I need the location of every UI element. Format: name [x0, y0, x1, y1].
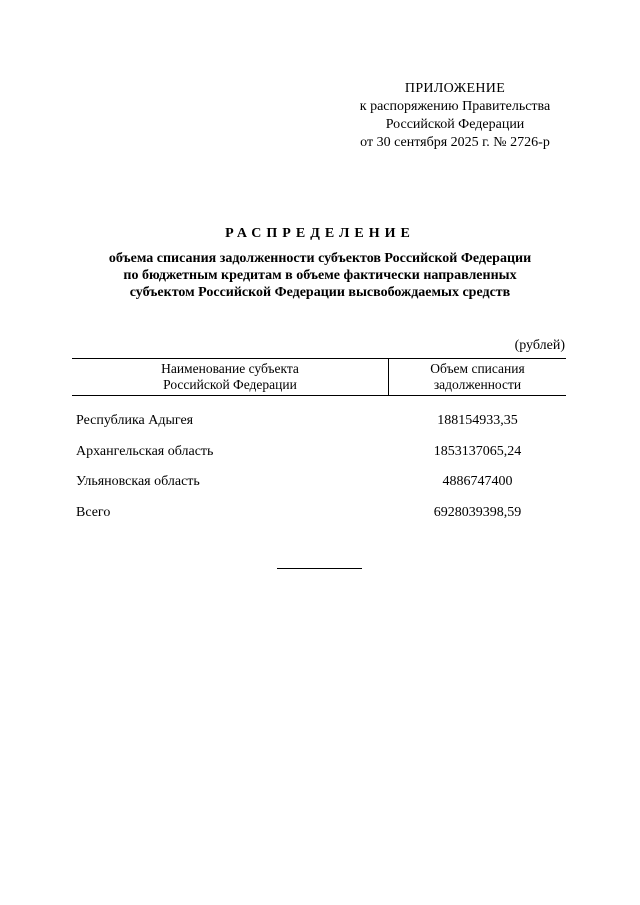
column-header-line: Объем списания	[430, 361, 525, 376]
document-subtitle	[60, 250, 580, 301]
document-title: РАСПРЕДЕЛЕНИЕ	[225, 226, 415, 241]
annex-date-line: от 30 сентября 2025 г. № 2726-р	[360, 135, 550, 150]
table-row	[72, 413, 566, 444]
table-body	[72, 413, 566, 535]
annex-line: Российской Федерации	[385, 117, 525, 132]
subtitle-line: объема списания задолженности субъектов Российской Федерации	[108, 251, 532, 266]
column-header-line: задолженности	[433, 377, 522, 392]
row-amount: 4886747400	[442, 474, 513, 489]
row-subject-name: Архангельская область	[76, 443, 214, 459]
annex-line: к распоряжению Правительства	[359, 99, 551, 114]
subtitle-line: по бюджетным кредитам в объеме фактически направленных	[123, 268, 517, 283]
column-header-subject	[72, 361, 388, 393]
row-subject-name: Ульяновская область	[76, 474, 200, 489]
total-amount: 6928039398,59	[433, 504, 522, 520]
row-amount: 188154933,35	[437, 413, 518, 428]
table-row	[72, 474, 566, 505]
row-subject-name: Республика Адыгея	[76, 413, 194, 428]
table-row	[72, 444, 566, 475]
table-header	[72, 358, 566, 396]
column-header-amount	[389, 361, 566, 393]
column-header-line: Наименование субъекта	[161, 361, 299, 376]
annex-header	[330, 80, 580, 152]
units-label: (рублей)	[514, 338, 565, 353]
end-of-document-rule	[277, 568, 362, 569]
distribution-table	[72, 358, 566, 535]
total-label: Всего	[76, 504, 111, 520]
subtitle-line: субъектом Российской Федерации высвобождаемых средств	[129, 285, 511, 300]
annex-title: ПРИЛОЖЕНИЕ	[404, 81, 506, 96]
row-amount: 1853137065,24	[433, 443, 522, 459]
column-header-line: Российской Федерации	[163, 377, 297, 392]
table-row-total	[72, 505, 566, 536]
